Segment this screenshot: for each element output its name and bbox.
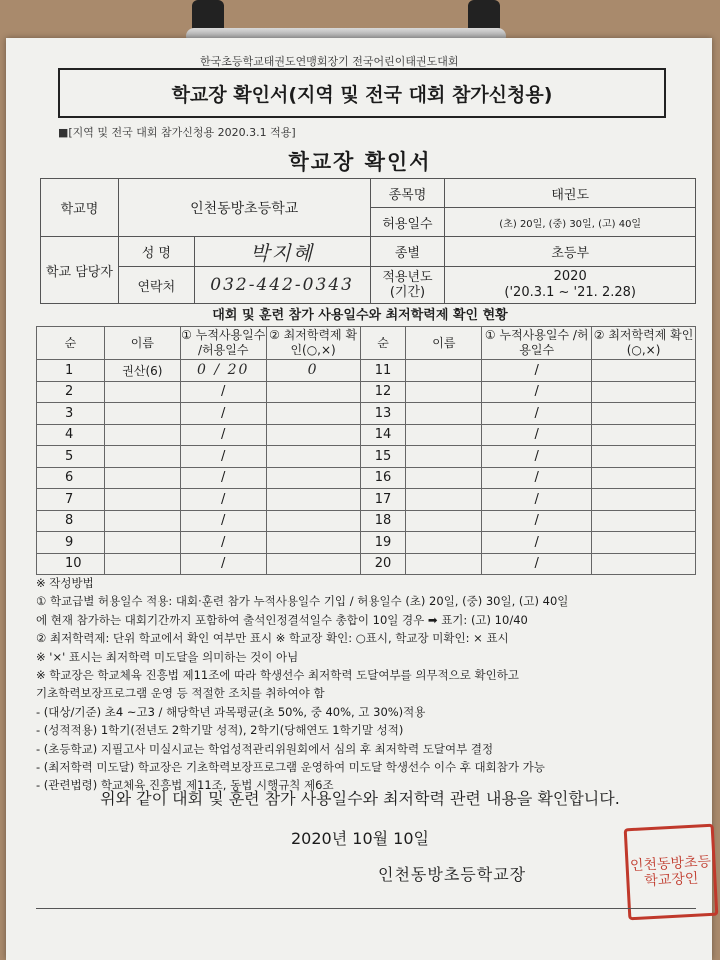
method-line: ※ 학교장은 학교체육 진흥법 제11조에 따라 학생선수 최저학력 도달여부를 의무적으로 확인하고 [36,668,519,683]
method-line: - (대상/기준) 초4 ~고3 / 해당학년 과목평균(초 50%, 중 40%, 고 30%)적용 [36,704,426,719]
row-days: / [482,553,592,575]
writing-method-notes [36,574,696,795]
row-name [104,553,180,575]
name-label: 성 명 [118,237,194,267]
row-name [406,424,482,446]
row-no: 10 [37,553,105,575]
title-box: 학교장 확인서(지역 및 전국 대회 참가신청용) [58,68,666,118]
row-no: 7 [37,489,105,511]
col-days: ① 누적사용일수 /허용일수 [180,327,266,360]
method-line: - (성적적용) 1학기(전년도 2학기말 성적), 2학기(당해연도 1학기말 성적) [36,723,404,738]
row-days: / [180,532,266,554]
row-days: / [180,553,266,575]
col-no: 순 [360,327,406,360]
table-row [37,510,696,532]
row-days: / [180,489,266,511]
row-no: 18 [360,510,406,532]
row-name [104,467,180,489]
applied-note: ■[지역 및 전국 대회 참가신청용 2020.3.1 적용] [58,126,296,139]
organization-line: 한국초등학교태권도연맹회장기 전국어린이태권도대회 [200,55,459,68]
row-no: 3 [37,403,105,425]
col-name: 이름 [406,327,482,360]
row-min [266,381,360,403]
col-min: ② 최저학력제 확인(○,×) [266,327,360,360]
table-row [37,489,696,511]
row-name [104,381,180,403]
row-min [592,553,696,575]
row-no: 1 [37,360,105,382]
method-line: 에 현재 참가하는 대회기간까지 포함하여 출석인정결석일수 총합이 10일 경우 ➡ 표기: (고) 10/40 [36,612,528,627]
table-row [37,467,696,489]
school-info-table [40,178,696,304]
row-min [266,532,360,554]
row-no: 16 [360,467,406,489]
official-seal [624,824,719,921]
row-name [406,446,482,468]
row-min: 0 [266,360,360,382]
row-name [406,532,482,554]
table-row [37,532,696,554]
seal-text: 인천동방초등학교장인 [629,853,712,890]
table-row [37,424,696,446]
row-name [104,510,180,532]
row-no: 5 [37,446,105,468]
allowed-days-label: 허용일수 [370,208,445,237]
row-min [266,446,360,468]
row-min [266,403,360,425]
name-value-handwritten: 박지혜 [194,237,370,267]
row-min [592,467,696,489]
row-name: 권산(6) [104,360,180,382]
row-min [592,446,696,468]
row-days: / [482,424,592,446]
row-min [592,424,696,446]
table-row [37,403,696,425]
table-row [37,446,696,468]
row-name [406,381,482,403]
row-name [104,403,180,425]
method-line: 기초학력보장프로그램 운영 등 적절한 조치를 취하여야 함 [36,686,325,701]
row-no: 9 [37,532,105,554]
row-no: 15 [360,446,406,468]
document-title: 학교장 확인서 [288,150,432,174]
method-line: ② 최저학력제: 단위 학교에서 확인 여부만 표시 ※ 학교장 확인: ○표시, 학교장 미확인: × 표시 [36,631,509,646]
row-no: 4 [37,424,105,446]
row-no: 17 [360,489,406,511]
row-name [406,489,482,511]
row-days: / [180,403,266,425]
method-line: - (관련법령) 학교체육 진흥법 제11조, 동법 시행규칙 제6조 [36,778,334,793]
type-label: 종별 [370,237,445,267]
row-no: 19 [360,532,406,554]
table-row [37,553,696,575]
row-no: 11 [360,360,406,382]
row-days: / [482,360,592,382]
row-name [104,489,180,511]
bottom-rule [36,908,696,909]
issue-date: 2020년 10월 10일 [291,829,429,848]
row-name [406,360,482,382]
method-heading: ※ 작성방법 [36,576,94,590]
row-no: 20 [360,553,406,575]
row-min [592,532,696,554]
method-line: - (초등학교) 지필고사 미실시교는 학업성적관리위원회에서 심의 후 최저학력 도달여부 결정 [36,741,494,756]
row-days: / [482,489,592,511]
row-no: 2 [37,381,105,403]
table-row [37,381,696,403]
contact-value-handwritten: 032-442-0343 [194,267,370,304]
row-name [104,446,180,468]
allowed-days-value: (초) 20일, (중) 30일, (고) 40일 [445,208,696,237]
row-name [406,510,482,532]
period-value: ('20.3.1 ~ '21. 2.28) [504,285,636,300]
type-value: 초등부 [445,237,696,267]
row-days: / [482,446,592,468]
col-days: ① 누적사용일수 /허용일수 [482,327,592,360]
contact-label: 연락처 [118,267,194,304]
row-name [406,403,482,425]
row-days: / [180,510,266,532]
row-days: / [180,446,266,468]
row-no: 14 [360,424,406,446]
row-min [266,467,360,489]
col-min: ② 최저학력제 확인(○,×) [592,327,696,360]
row-days: / [180,424,266,446]
method-line: ※ '×' 표시는 최저학력 미도달을 의미하는 것이 아님 [36,649,299,664]
event-value: 태권도 [445,179,696,208]
col-name: 이름 [104,327,180,360]
row-days: / [482,510,592,532]
row-no: 13 [360,403,406,425]
row-days: / [482,381,592,403]
row-days: / [180,381,266,403]
col-no: 순 [37,327,105,360]
year-cell [445,267,696,304]
row-min [266,510,360,532]
row-name [406,553,482,575]
row-name [104,532,180,554]
row-no: 12 [360,381,406,403]
participation-table [36,326,696,575]
row-days: / [482,532,592,554]
row-no: 8 [37,510,105,532]
row-days: / [482,467,592,489]
method-line: - (최저학력 미도달) 학교장은 기초학력보장프로그램 운영하여 미도달 학생선수 이수 후 대회참가 가능 [36,760,545,775]
confirmation-statement: 위와 같이 대회 및 훈련 참가 사용일수와 최저학력 관련 내용을 확인합니다. [100,789,620,808]
row-no: 6 [37,467,105,489]
row-min [592,510,696,532]
principal-name: 인천동방초등학교장 [378,865,527,884]
row-min [592,489,696,511]
row-min [266,424,360,446]
school-value: 인천동방초등학교 [118,179,370,237]
school-label: 학교명 [41,179,119,237]
year-value: 2020 [553,269,587,284]
row-days: / [180,467,266,489]
row-min [592,381,696,403]
row-days: / [482,403,592,425]
row-name [406,467,482,489]
row-min [592,360,696,382]
row-min [266,489,360,511]
method-line: ① 학교급별 허용일수 적용: 대회·훈련 참가 누적사용일수 기입 / 허용일수 (초) 20일, (중) 30일, (고) 40일 [36,594,569,609]
event-label: 종목명 [370,179,445,208]
status-subtitle: 대회 및 훈련 참가 사용일수와 최저학력제 확인 현황 [212,308,508,323]
row-min [266,553,360,575]
table-row [37,360,696,382]
row-days: 0 / 20 [180,360,266,382]
row-min [592,403,696,425]
manager-label: 학교 담당자 [41,237,119,304]
year-label: 적용년도 (기간) [370,267,445,304]
row-name [104,424,180,446]
